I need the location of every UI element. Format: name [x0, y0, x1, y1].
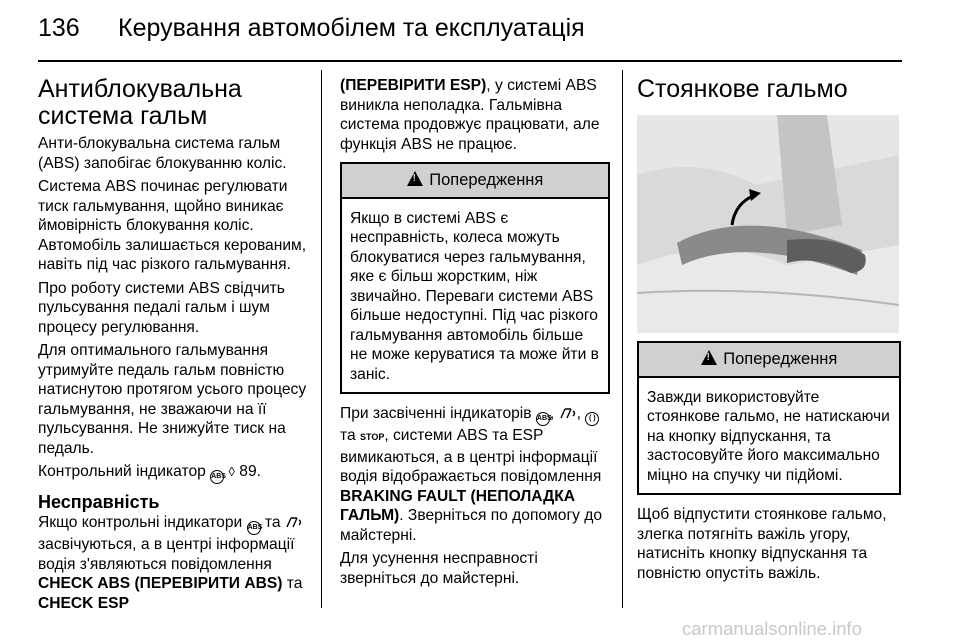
- paragraph: При засвіченні індикаторів ABS, , ( ) та STOP, системи ABS та ESP вимикаються, а в центрі інформації водія відображається повідомлення BRAKING FAULT (НЕПОЛАДКА ГАЛЬМ). Зверніться по допомогу до майстерні.: [340, 405, 603, 544]
- section-heading-parking-brake: Стоянкове гальмо: [637, 75, 848, 103]
- section-heading-abs: Антиблокувальна система гальм: [38, 75, 242, 130]
- paragraph: Анти-блокувальна система гальм (ABS) запобігає блокуванню коліс.: [38, 135, 287, 172]
- abs-indicator-icon: ABS: [210, 470, 224, 484]
- watermark: carmanualsonline.info: [682, 618, 862, 639]
- brake-indicator-icon: ( ): [585, 412, 599, 426]
- esp-indicator-icon: [285, 516, 303, 529]
- warning-box-parking-brake: [637, 341, 901, 495]
- warning-triangle-icon: [407, 171, 423, 186]
- warning-text: Якщо в системі ABS є несправність, колеса можуть блокуватися через гальмування, яке є більш жорстким, ніж звичайно. Переваги системи ABS більше недоступні. Під час різкого гальмування автомобіль більше не може керуватися та може йти в заніс.: [350, 209, 599, 383]
- paragraph: Для оптимального гальмування утримуйте педаль гальм повністю натиснутою протягом усього процесу гальмування, не зважаючи на її пульсування. Не знижуйте тиск на педаль.: [38, 342, 307, 457]
- stop-indicator-icon: STOP: [359, 432, 385, 442]
- warning-triangle-icon: [701, 350, 717, 365]
- column-2: [340, 74, 610, 592]
- parking-brake-lever-image: [637, 115, 899, 333]
- esp-indicator-icon: [559, 407, 577, 420]
- paragraph: Контрольний індикатор ABS ◊ 89.: [38, 462, 308, 484]
- paragraph: Щоб відпустити стоянкове гальмо, злегка потягніть важіль угору, натисніть кнопку відпускання та повністю опустіть важіль.: [637, 506, 887, 582]
- subheading-malfunction: Несправність: [38, 492, 160, 512]
- paragraph: (ПЕРЕВІРИТИ ESP), у системі ABS виникла неполадка. Гальмівна система продовжує працювати, але функція ABS не працює.: [340, 77, 600, 153]
- page-number: 136: [38, 14, 80, 42]
- page-reference-icon: ◊: [228, 464, 235, 479]
- warning-header: ! Попередження: [342, 164, 608, 199]
- column-divider-2: [622, 70, 623, 608]
- abs-indicator-icon: ABS: [536, 412, 550, 426]
- paragraph: Про роботу системи ABS свідчить пульсування педалі гальм і шум процесу регулювання.: [38, 279, 285, 336]
- paragraph: Система ABS починає регулювати тиск гальмування, щойно виникає ймовірність блокування коліс. Автомобіль залишається керованим, навіть під час різкого гальмування.: [38, 178, 307, 273]
- parking-brake-illustration: [637, 115, 899, 333]
- paragraph: Якщо контрольні індикатори ABS та засвічуються, а в центрі інформації водія з'являються повідомлення CHECK ABS (ПЕРЕВІРИТИ ABS) та CHECK ESP: [38, 514, 303, 612]
- page-header-title: Керування автомобілем та експлуатація: [118, 14, 585, 42]
- warning-header: ! Попередження: [639, 343, 899, 378]
- warning-text: Завжди використовуйте стоянкове гальмо, не натискаючи на кнопку відпускання, та застосовуйте його максимально міцно на спучку чи підйомі.: [647, 388, 890, 484]
- warning-box-abs: [340, 162, 610, 394]
- column-3: [637, 74, 901, 587]
- column-divider-1: [321, 70, 322, 608]
- header-rule: [38, 60, 902, 62]
- abs-indicator-icon: ABS: [247, 521, 261, 535]
- paragraph: Для усунення несправності зверніться до майстерні.: [340, 550, 538, 587]
- column-1: [38, 74, 308, 617]
